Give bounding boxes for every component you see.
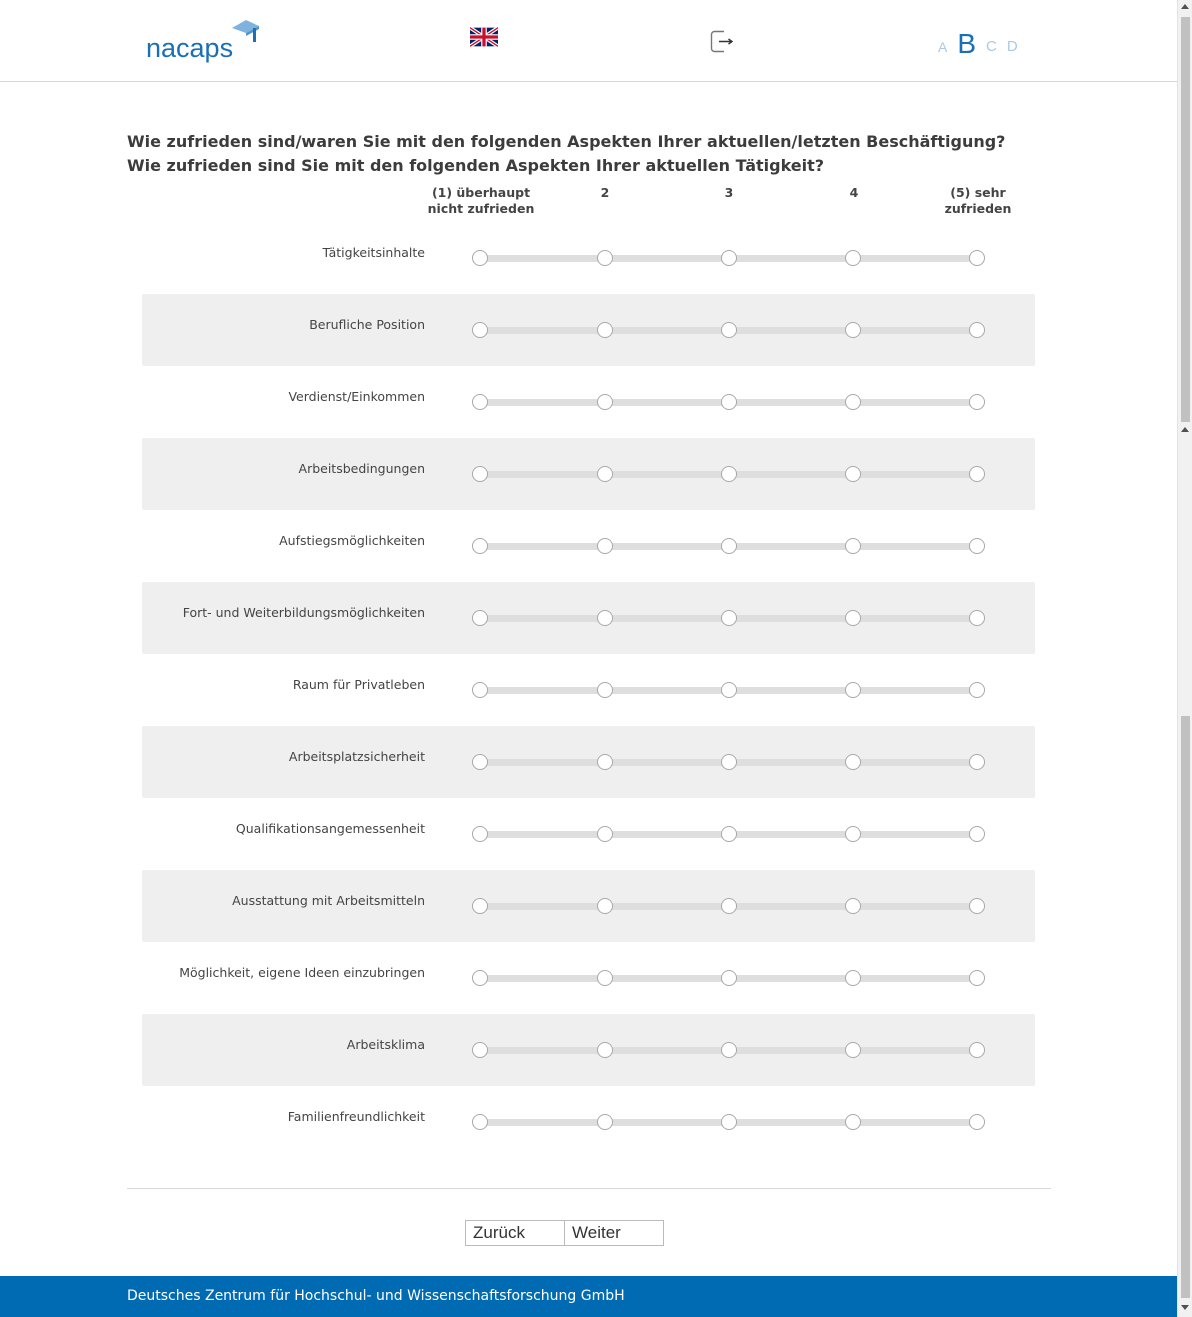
rating-radio-2[interactable] (597, 754, 613, 770)
matrix-row-label: Ausstattung mit Arbeitsmitteln (232, 893, 425, 908)
rating-radio-2[interactable] (597, 1114, 613, 1130)
scroll-up-arrow-icon[interactable] (1181, 4, 1189, 9)
scale-label-2 (550, 185, 660, 201)
rating-radio-3[interactable] (721, 610, 737, 626)
back-button[interactable]: Zurück (465, 1220, 565, 1246)
matrix-row (142, 798, 1035, 870)
matrix-row-label: Qualifikationsangemessenheit (235, 821, 425, 836)
matrix-row (142, 582, 1035, 654)
matrix-row (142, 942, 1035, 1014)
rating-radio-4[interactable] (845, 754, 861, 770)
scale-label-1 (426, 185, 536, 217)
rating-radio-2[interactable] (597, 394, 613, 410)
rating-radio-3[interactable] (721, 754, 737, 770)
scale-label-1-line2: nicht zufrieden (427, 201, 535, 216)
rating-radio-1[interactable] (472, 1114, 488, 1130)
rating-radio-1[interactable] (472, 970, 488, 986)
question-title (127, 130, 1027, 178)
scale-label-5 (923, 185, 1033, 217)
matrix-row (142, 1014, 1035, 1086)
rating-radio-3[interactable] (721, 394, 737, 410)
rating-radio-4[interactable] (845, 898, 861, 914)
rating-radio-1[interactable] (472, 322, 488, 338)
rating-radio-1[interactable] (472, 250, 488, 266)
matrix-row-label: Verdienst/Einkommen (288, 389, 425, 404)
graduation-cap-icon (230, 18, 260, 44)
scale-label-3 (674, 185, 784, 201)
rating-radio-4[interactable] (845, 1042, 861, 1058)
rating-radio-5[interactable] (969, 466, 985, 482)
rating-radio-2[interactable] (597, 682, 613, 698)
matrix-row-label: Berufliche Position (309, 317, 425, 332)
rating-radio-1[interactable] (472, 682, 488, 698)
font-size-d[interactable]: D (1006, 38, 1018, 55)
matrix-row-label: Arbeitsbedingungen (298, 461, 425, 476)
scale-label-4 (799, 185, 909, 201)
rating-radio-4[interactable] (845, 610, 861, 626)
rating-radio-3[interactable] (721, 322, 737, 338)
scrollbar[interactable] (1177, 0, 1192, 1317)
rating-radio-4[interactable] (845, 250, 861, 266)
nacaps-logo (146, 22, 233, 62)
scale-label-5-line2: zufrieden (944, 201, 1012, 216)
logout-icon[interactable] (710, 30, 734, 53)
matrix-row-label: Aufstiegsmöglichkeiten (279, 533, 425, 548)
matrix-row (142, 654, 1035, 726)
rating-radio-4[interactable] (845, 466, 861, 482)
rating-radio-1[interactable] (472, 898, 488, 914)
rating-radio-3[interactable] (721, 1114, 737, 1130)
rating-radio-3[interactable] (721, 898, 737, 914)
rating-radio-1[interactable] (472, 754, 488, 770)
rating-radio-2[interactable] (597, 466, 613, 482)
scale-label-2-line1: 2 (600, 185, 610, 200)
rating-radio-4[interactable] (845, 826, 861, 842)
rating-radio-2[interactable] (597, 610, 613, 626)
nav-divider (127, 1188, 1051, 1189)
rating-radio-5[interactable] (969, 970, 985, 986)
rating-radio-5[interactable] (969, 394, 985, 410)
rating-radio-2[interactable] (597, 250, 613, 266)
rating-radio-3[interactable] (721, 1042, 737, 1058)
font-size-b[interactable]: B (957, 28, 977, 59)
rating-radio-5[interactable] (969, 1114, 985, 1130)
scale-label-1-line1: (1) überhaupt (431, 185, 531, 200)
font-size-c[interactable]: C (986, 38, 997, 55)
matrix-row-label: Fort- und Weiterbildungsmöglichkeiten (182, 605, 425, 620)
header (0, 0, 1177, 82)
footer (0, 1276, 1177, 1317)
rating-radio-5[interactable] (969, 538, 985, 554)
rating-radio-1[interactable] (472, 466, 488, 482)
rating-radio-5[interactable] (969, 826, 985, 842)
matrix-row-label: Arbeitsplatzsicherheit (288, 749, 425, 764)
rating-radio-3[interactable] (721, 466, 737, 482)
rating-radio-2[interactable] (597, 970, 613, 986)
font-size-switcher (938, 22, 1018, 58)
rating-radio-5[interactable] (969, 610, 985, 626)
rating-radio-3[interactable] (721, 250, 737, 266)
matrix-row-label: Familienfreundlichkeit (287, 1109, 425, 1124)
rating-radio-3[interactable] (721, 538, 737, 554)
matrix-row (142, 726, 1035, 798)
font-size-a[interactable]: A (938, 39, 948, 55)
rating-radio-2[interactable] (597, 538, 613, 554)
rating-radio-2[interactable] (597, 1042, 613, 1058)
next-button[interactable]: Weiter (564, 1220, 664, 1246)
matrix-row (142, 222, 1035, 294)
rating-radio-5[interactable] (969, 1042, 985, 1058)
question-title-line1: Wie zufrieden sind/waren Sie mit den folgenden Aspekten Ihrer aktuellen/letzten Beschäftigung? (127, 132, 1006, 151)
rating-radio-3[interactable] (721, 826, 737, 842)
scale-label-4-line1: 4 (849, 185, 859, 200)
rating-radio-5[interactable] (969, 322, 985, 338)
logo-text: nacaps (146, 33, 234, 63)
rating-radio-3[interactable] (721, 970, 737, 986)
rating-radio-1[interactable] (472, 610, 488, 626)
matrix-row (142, 870, 1035, 942)
rating-radio-1[interactable] (472, 538, 488, 554)
scrollbar-thumb[interactable] (1181, 716, 1190, 1298)
matrix-row (142, 510, 1035, 582)
rating-radio-5[interactable] (969, 682, 985, 698)
rating-radio-4[interactable] (845, 970, 861, 986)
matrix-row-label: Tätigkeitsinhalte (322, 245, 425, 260)
matrix-row-label: Arbeitsklima (346, 1037, 425, 1052)
rating-radio-1[interactable] (472, 394, 488, 410)
scroll-down-arrow-icon[interactable] (1181, 1305, 1189, 1310)
matrix-row (142, 294, 1035, 366)
matrix-row (142, 438, 1035, 510)
rating-radio-2[interactable] (597, 898, 613, 914)
question-title-line2: Wie zufrieden sind Sie mit den folgenden Aspekten Ihrer aktuellen Tätigkeit? (127, 156, 825, 175)
rating-radio-2[interactable] (597, 826, 613, 842)
rating-radio-4[interactable] (845, 394, 861, 410)
rating-radio-5[interactable] (969, 898, 985, 914)
matrix-row-label: Möglichkeit, eigene Ideen einzubringen (179, 965, 425, 980)
uk-flag-icon[interactable] (470, 27, 498, 47)
rating-radio-4[interactable] (845, 1114, 861, 1130)
rating-radio-4[interactable] (845, 682, 861, 698)
rating-radio-2[interactable] (597, 322, 613, 338)
scale-label-3-line1: 3 (724, 185, 734, 200)
scroll-marker-arrow-icon (1181, 427, 1189, 432)
rating-radio-5[interactable] (969, 250, 985, 266)
rating-radio-1[interactable] (472, 1042, 488, 1058)
matrix-row (142, 366, 1035, 438)
scale-label-5-line1: (5) sehr (950, 185, 1006, 200)
rating-radio-5[interactable] (969, 754, 985, 770)
rating-radio-3[interactable] (721, 682, 737, 698)
rating-radio-4[interactable] (845, 538, 861, 554)
rating-radio-4[interactable] (845, 322, 861, 338)
matrix-row (142, 1086, 1035, 1158)
matrix-row-label: Raum für Privatleben (292, 677, 425, 692)
scrollbar-track-upper[interactable] (1181, 17, 1190, 422)
rating-radio-1[interactable] (472, 826, 488, 842)
footer-text: Deutsches Zentrum für Hochschul- und Wissenschaftsforschung GmbH (127, 1288, 625, 1304)
